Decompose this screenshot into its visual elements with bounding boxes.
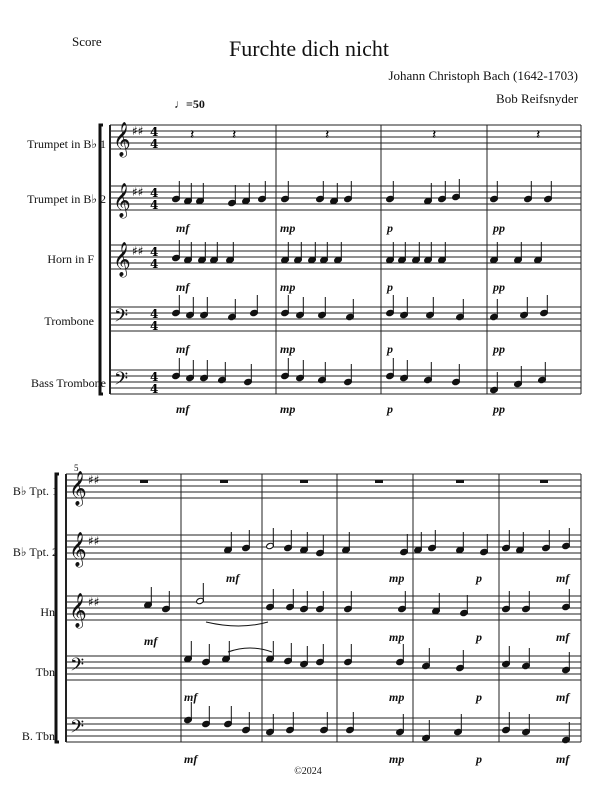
treble-clef-icon: 𝄞 [113,183,131,218]
whole-rest-icon [456,480,464,483]
dynamic-tbn-m1: mf [176,342,190,356]
dynamic-s2-tbn-a: mf [184,690,198,704]
dynamic-s2-tbn-b: mp [389,690,405,704]
dynamic-btbn-m3: p [387,402,393,416]
dynamic-hn-m2: mp [280,280,296,294]
piece-title-text: Furchte dich nicht [228,36,390,61]
measure-number: 5 [74,463,79,473]
arranger-credit: Bob Reifsnyder [496,91,578,106]
whole-rest-icon [540,480,548,483]
instrument-name-horn: Horn in F [47,252,94,266]
bass-clef-icon: 𝄢 [70,655,85,680]
treble-clef-icon: 𝄞 [113,242,131,277]
dynamic-s2-tbn-d: mf [556,690,570,704]
dynamic-tpt2-m4: pp [493,221,505,235]
time-signature: 4 [150,125,159,139]
copyright-notice: ©2024 [294,766,322,777]
rest-icon: 𝄽 [232,127,237,143]
time-signature: 4 [150,382,159,396]
instrument-abbr-horn: Hn. [40,605,58,619]
dynamic-tpt2-m1: mf [176,221,190,235]
whole-rest-icon [140,480,148,483]
tie-icon [228,648,272,652]
instrument-abbr-trumpet-2: B♭ Tpt. 2 [12,545,58,559]
time-signature: 4 [150,186,159,200]
whole-rest-icon [220,480,228,483]
rest-icon: 𝄽 [432,127,437,143]
time-signature: 4 [150,319,159,333]
dynamic-s2-hn-a: mf [144,634,158,648]
treble-clef-icon: 𝄞 [69,532,87,567]
instrument-name-trombone: Trombone [44,314,94,328]
time-signature: 4 [150,257,159,271]
time-signature: 4 [150,370,159,384]
tie-icon [206,622,268,626]
composer-credit: Johann Christoph Bach (1642-1703) [388,68,578,83]
s1-bracket [100,125,103,394]
dynamic-s2-btbn-b: mp [389,752,405,766]
dynamic-s2-hn-d: mf [556,630,570,644]
dynamic-s2-btbn-c: p [476,752,482,766]
dynamic-tpt2-m3: p [387,221,393,235]
bass-clef-icon: 𝄢 [70,717,85,742]
key-signature-icon: ♯♯ [88,534,100,548]
rest-icon: 𝄽 [325,127,330,143]
dynamic-btbn-m4: pp [493,402,505,416]
key-signature-icon: ♯♯ [132,244,144,258]
key-signature-icon: ♯♯ [132,124,144,138]
dynamic-btbn-m1: mf [176,402,190,416]
score-label: Score [72,34,102,49]
bass-clef-icon: 𝄢 [114,369,129,394]
treble-clef-icon: 𝄞 [69,593,87,628]
instrument-name-trumpet-1: Trumpet in B♭ 1 [27,137,106,151]
whole-rest-icon [300,480,308,483]
dynamic-tpt2-m2: mp [280,221,296,235]
dynamic-s2-hn-b: mp [389,630,405,644]
treble-clef-icon: 𝄞 [69,471,87,506]
dynamic-s2-tbn-c: p [476,690,482,704]
time-signature: 4 [150,198,159,212]
rest-icon: 𝄽 [536,127,541,143]
key-signature-icon: ♯♯ [88,473,100,487]
instrument-abbr-trombone: Tbn. [35,665,58,679]
dynamic-tbn-m4: pp [493,342,505,356]
dynamic-s2-tpt2-d: mf [556,571,570,585]
dynamic-s2-btbn-d: mf [556,752,570,766]
key-signature-icon: ♯♯ [88,595,100,609]
dynamic-tbn-m3: p [387,342,393,356]
time-signature: 4 [150,245,159,259]
time-signature: 4 [150,307,159,321]
bass-clef-icon: 𝄢 [114,306,129,331]
dynamic-btbn-m2: mp [280,402,296,416]
dynamic-hn-m1: mf [176,280,190,294]
dynamic-s2-tpt2-a: mf [226,571,240,585]
dynamic-hn-m3: p [387,280,393,294]
dynamic-hn-m4: pp [493,280,505,294]
dynamic-s2-tpt2-c: p [476,571,482,585]
instrument-name-bass-trombone: Bass Trombone [30,376,106,390]
dynamic-s2-hn-c: p [476,630,482,644]
time-signature: 4 [150,137,159,151]
treble-clef-icon: 𝄞 [113,122,131,157]
s2-bracket [56,474,59,742]
instrument-abbr-trumpet-1: B♭ Tpt. 1 [12,484,58,498]
tempo-marking: ♩=50 [174,97,205,111]
dynamic-s2-tpt2-b: mp [389,571,405,585]
key-signature-icon: ♯♯ [132,185,144,199]
rest-icon: 𝄽 [190,127,195,143]
whole-rest-icon [375,480,383,483]
instrument-name-trumpet-2: Trumpet in B♭ 2 [27,192,106,206]
dynamic-s2-btbn-a: mf [184,752,198,766]
instrument-abbr-bass-trombone: B. Tbn. [21,729,58,743]
dynamic-tbn-m2: mp [280,342,296,356]
